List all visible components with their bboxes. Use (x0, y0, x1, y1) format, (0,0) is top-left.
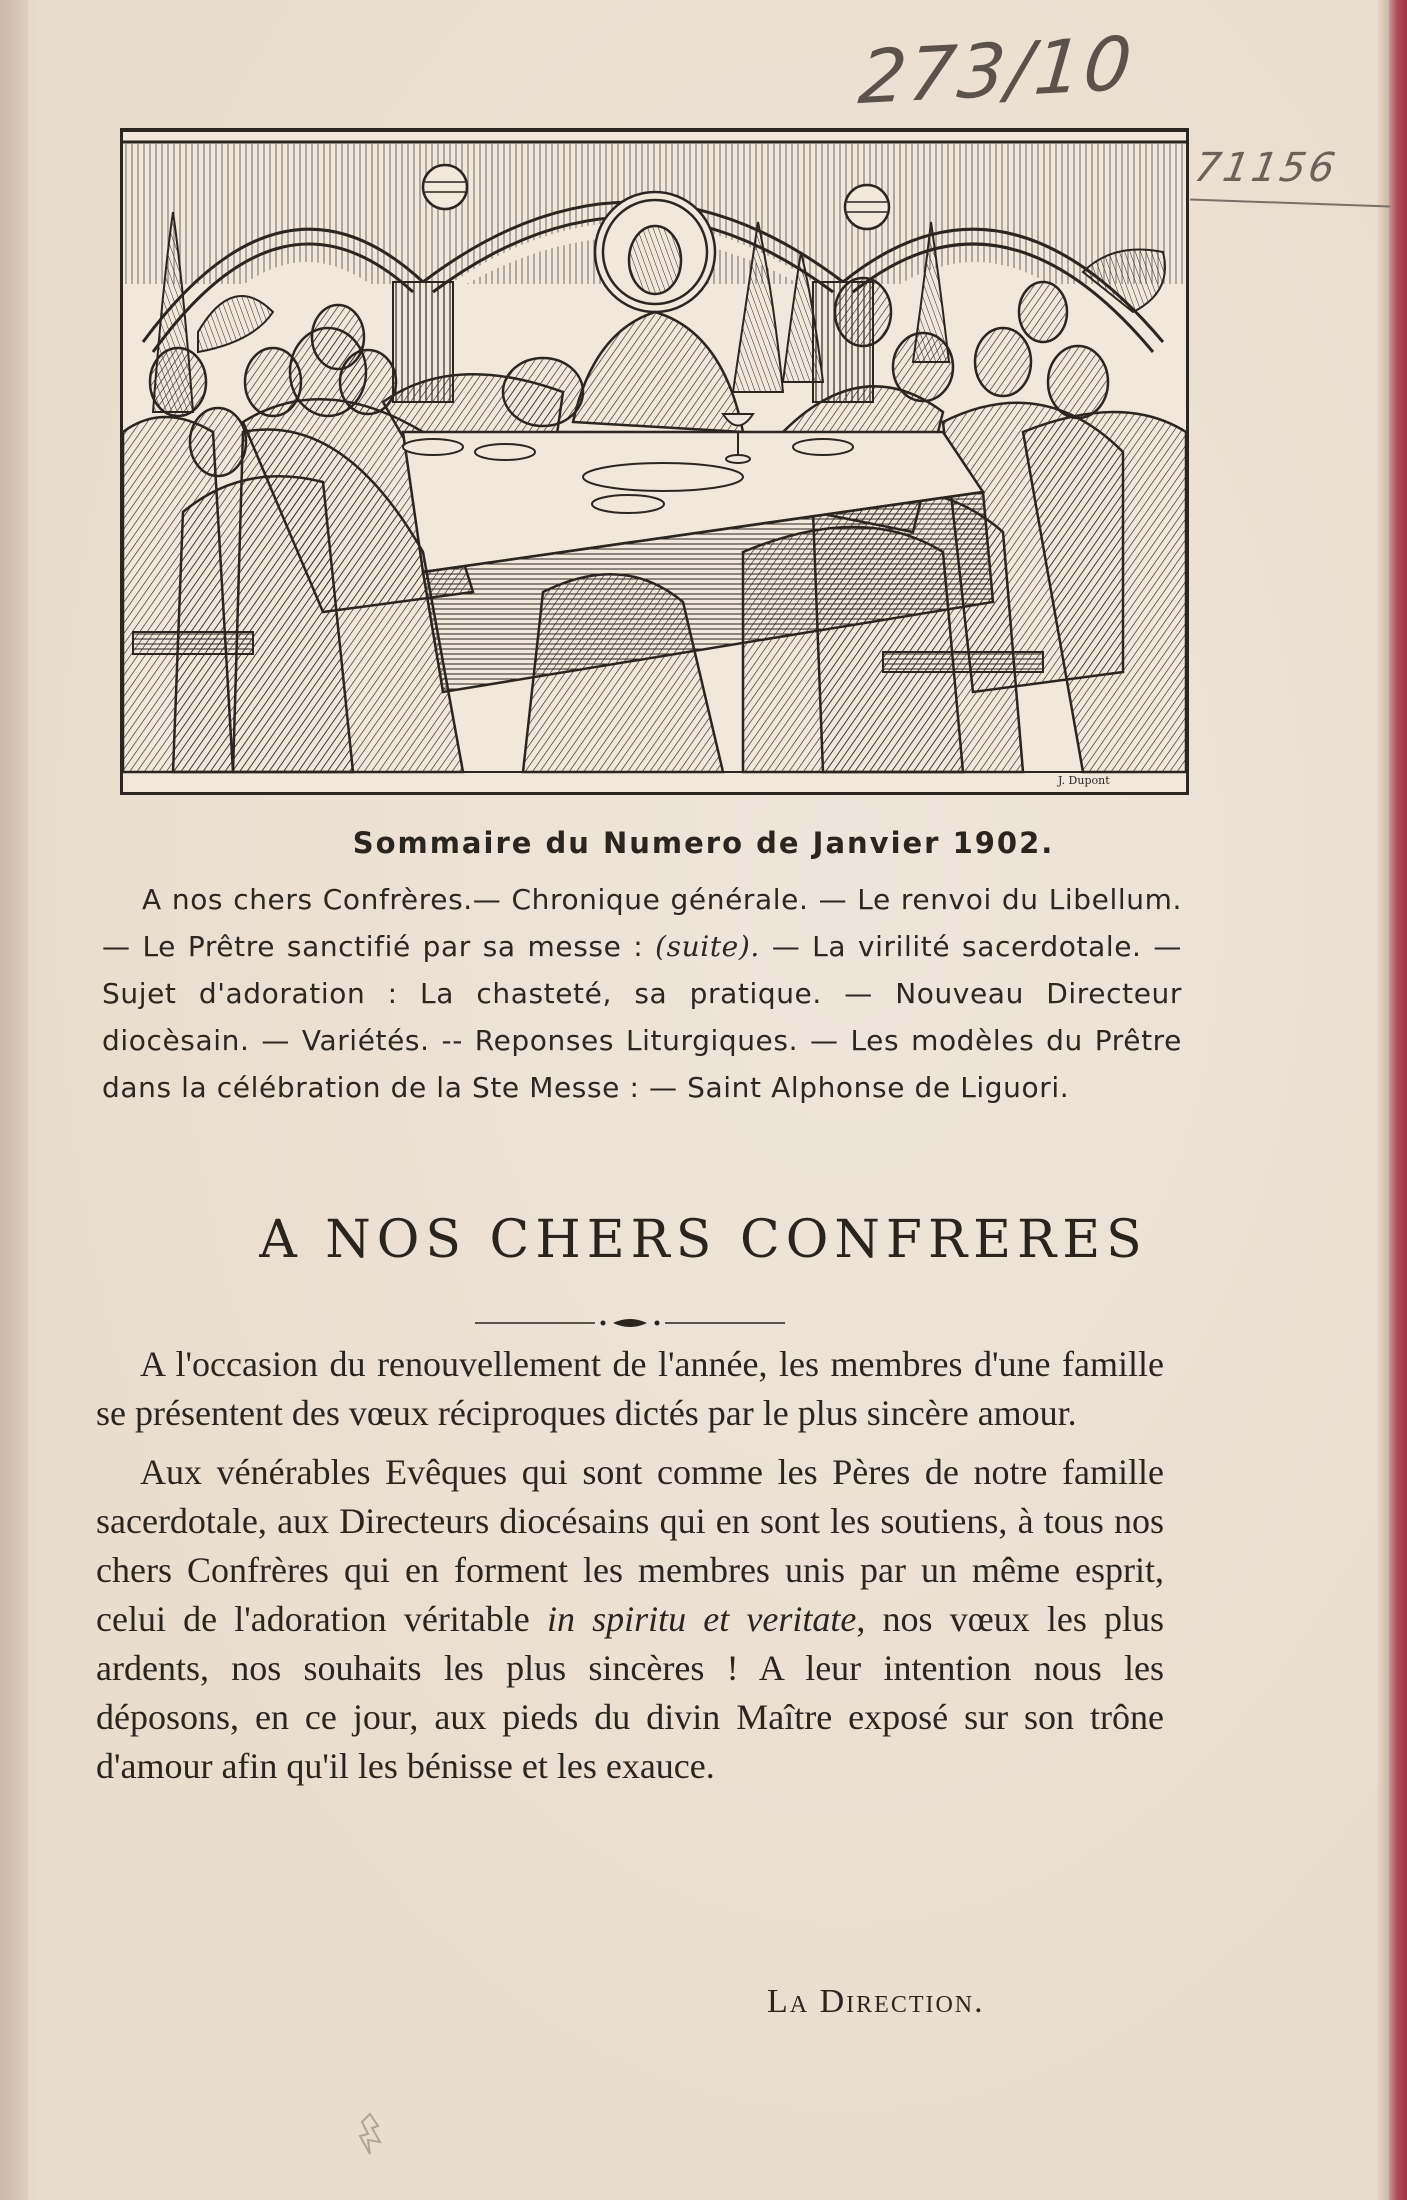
library-stamp-mark (350, 2110, 390, 2158)
summary-text-part-1: A nos chers Confrères.— Chronique générale. — Le renvoi du Libellum. — Le Prêtre sanctifié par sa messe : (102, 883, 1182, 963)
article-paragraph: A l'occasion du renouvellement de l'année, les membres d'une famille se présentent des vœux réciproques dictés par le plus sincère amour. (96, 1344, 1164, 1433)
handwritten-shelf-mark: 273/10 (855, 20, 1137, 122)
engraving-drawing (123, 132, 1186, 792)
binding-gutter (0, 0, 28, 2200)
article-paragraph (96, 1448, 1164, 1791)
engraver-signature: J. Dupont (1058, 774, 1110, 787)
article-body (96, 1340, 1164, 1801)
paragraph-text: , nos vœux les plus ardents, nos souhaits les plus sincères ! A leur intention nous les déposons, en ce jour, aux pieds du divin Maître exposé sur son trône d'amour afin qu'il les bénisse et les exauce. (96, 1599, 1165, 1786)
handwritten-underline (1190, 199, 1390, 208)
latin-phrase: in spiritu et veritate (546, 1599, 857, 1639)
issue-summary (102, 876, 1182, 1111)
page-edge (1377, 0, 1389, 2200)
summary-text-italic: (suite). (655, 930, 760, 963)
ornament-divider (475, 1313, 785, 1333)
handwritten-number: 71156 (1190, 145, 1342, 191)
summary-text-part-2: — La virilité sacerdotale. — Sujet d'adoration : La chasteté, sa pratique. — Nouveau Directeur diocèsain. — Variétés. -- Reponses Liturgiques. — Les modèles du Prêtre dans la célébration de la Ste Messe : — Saint Alphonse de Liguori. (102, 930, 1182, 1104)
issue-summary-title: Sommaire du Numero de Janvier 1902. (352, 826, 1055, 860)
article-signature: La Direction. (767, 1983, 985, 2020)
article-heading: A NOS CHERS CONFRERES (259, 1210, 1148, 1270)
book-edge (1389, 0, 1407, 2200)
paragraph-text: Aux vénérables Evêques qui sont comme les Pères de notre famille sacerdotale, aux Directeurs diocésains qui en sont les soutiens, à tous nos chers Confrères qui en forment les membres unis par un même esprit, celui de l'adoration véritable (96, 1452, 1164, 1639)
last-supper-illustration (120, 128, 1189, 795)
